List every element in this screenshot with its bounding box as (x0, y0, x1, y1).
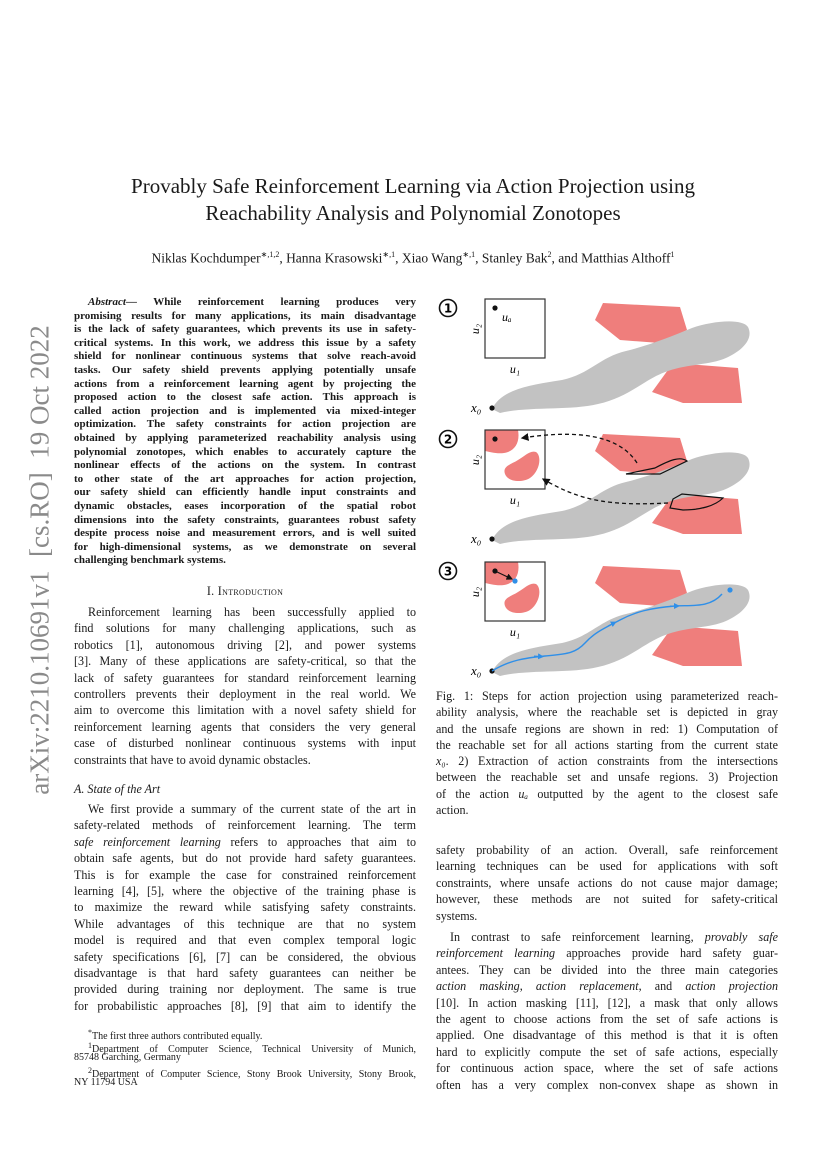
author-separator: , (395, 250, 402, 266)
unsafe-action-region-lower (504, 452, 539, 481)
figure-panel-3 (440, 562, 750, 678)
initial-state-dot (489, 405, 494, 410)
author-name: Hanna Krasowski (286, 250, 383, 266)
section-heading-introduction: I. Introduction (206, 584, 284, 598)
text-segment: While advantages of this technique are that no system (74, 916, 416, 931)
text-segment: , (519, 979, 536, 994)
text-segment: 85748 Garching, Germany (74, 1052, 181, 1064)
text-segment: [10]. In action masking [11], [12], a mask that only allows (436, 995, 778, 1010)
title-line: Provably Safe Reinforcement Learning via Action Projection using (131, 174, 695, 198)
trajectory-arrow-icon (534, 656, 541, 657)
text-segment: action masking (436, 979, 520, 994)
text-segment: proposed action to the closest safe action. This approach is (74, 391, 416, 404)
text-segment: constraints, where unsafe actions do not cause major damage; (436, 875, 778, 890)
text-line (74, 296, 416, 310)
text-segment: to other state of the art approaches for action projection, (74, 472, 416, 485)
text-segment: controllers prevents their deployment in the real world. We (74, 686, 416, 701)
text-segment: Department of Computer Science, Stony Brook University, Stony Brook, (92, 1068, 416, 1080)
text-segment: We first provide a summary of the current state of the art in (88, 802, 416, 816)
text-segment: for high-dimensional systems, as we demonstrate on several (74, 540, 416, 553)
text-segment: optimization. The safety constraints for action projection are (74, 418, 416, 431)
text-segment: constraints that have to avoid dynamic obstacles. (74, 752, 311, 767)
text-segment: our safety shield can efficiently handle input constraints and (74, 486, 416, 499)
text-line (74, 653, 416, 669)
text-segment: — While reinforcement learning produces very (125, 296, 416, 308)
text-segment: ability analysis, where the reachable set is depicted in gray (436, 705, 778, 720)
text-line (74, 867, 416, 883)
text-segment: x₀ (436, 754, 446, 769)
text-segment: safety-related methods of reinforcement learning. The term (74, 818, 416, 833)
arxiv-margin-stamp: arXiv:2210.10691v1 [cs.RO] 19 Oct 2022 (24, 325, 55, 795)
text-segment: shield for nonlinear continuous systems that solve reach-avoid (74, 350, 416, 363)
text-line (74, 527, 416, 541)
step-number: 2 (443, 432, 453, 447)
text-segment: dynamic obstacles, eases incorporation of the spatial robot (74, 499, 416, 512)
text-line (74, 541, 416, 555)
text-line (436, 875, 778, 891)
text-line (436, 929, 778, 945)
text-segment: [3]. Many of these applications are safety-critical, so that the (74, 654, 416, 669)
text-line (74, 337, 416, 351)
text-segment: NY 11794 USA (74, 1077, 138, 1089)
text-segment: obtained by applying parameterized reachability analysis using (74, 431, 416, 444)
text-line (74, 418, 416, 432)
text-line (74, 1065, 416, 1078)
text-segment: for continuous action space, where the set of safe actions (436, 1061, 778, 1076)
text-line (74, 620, 416, 636)
text-line (74, 899, 416, 915)
text-segment: obtain safe agents, but do not provide hard safety guarantees. (74, 851, 416, 866)
u1-label: u₁ (509, 625, 521, 639)
text-segment: disadvantage is that hard safety guarantees can neither be (74, 965, 416, 980)
safe-action-dot (512, 578, 517, 583)
text-line (74, 514, 416, 528)
u2-label: u₂ (468, 454, 482, 466)
text-segment: lack of safety guarantees for standard reinforcement learning (74, 670, 416, 685)
text-segment: uₐ (518, 786, 528, 801)
x0-label: x₀ (471, 663, 482, 678)
step-number: 3 (443, 564, 453, 579)
text-segment: Reinforcement learning has been successfully applied to (88, 605, 416, 619)
unsafe-action-region-upper (485, 430, 519, 453)
text-segment: aim to overcome this limitation with a novel safety shield for (74, 703, 416, 718)
text-line (436, 945, 778, 961)
text-segment: 1 (88, 1040, 92, 1050)
step-number: 1 (443, 301, 453, 316)
text-line (436, 1011, 778, 1027)
author-affiliation-mark: ∗,1 (382, 250, 396, 259)
text-line (74, 1027, 416, 1040)
text-line (74, 883, 416, 899)
trajectory-end-dot (727, 587, 732, 592)
text-segment: , and (638, 979, 686, 994)
text-line (436, 1077, 778, 1093)
text-segment: action projection (685, 979, 778, 994)
figure-panel-1 (440, 299, 750, 415)
text-segment: action replacement (535, 979, 639, 994)
text-segment: action. (436, 803, 469, 818)
text-line (74, 500, 416, 514)
footnotes (74, 1027, 416, 1090)
text-line (74, 834, 416, 850)
text-segment: antees. They can be divided into the three main categories (436, 962, 778, 977)
text-line (436, 891, 778, 907)
text-segment: robotics [1], autonomous driving [2], and power systems (74, 637, 416, 652)
text-line (436, 769, 778, 785)
text-segment: This is for example the case for constrained reinforcement (74, 867, 416, 882)
right-paragraph-1 (436, 842, 778, 924)
x0-label: x₀ (471, 400, 482, 415)
text-segment: refers to approaches that aim to (220, 834, 417, 849)
text-segment: Abstract (88, 296, 126, 308)
text-segment: polynomial zonotopes, which enables to accurately capture the (74, 445, 416, 458)
text-line (74, 604, 416, 620)
agent-action-dot (492, 436, 497, 441)
figure-1-action-projection (430, 285, 790, 685)
state-of-the-art-paragraph (74, 801, 416, 1014)
text-segment: reinforcement learning agents that considers the very general (74, 719, 416, 734)
text-segment: systems. (436, 908, 478, 923)
text-segment: hard to explicitly compute the set of safe actions, especially (436, 1044, 778, 1059)
text-line (74, 459, 416, 473)
text-line (436, 721, 778, 737)
text-line (74, 1040, 416, 1053)
text-segment: for probabilistic approaches [8], [9] that aim to identify the (74, 998, 416, 1013)
text-segment: approaches provide hard safety guar- (555, 946, 778, 961)
text-line (436, 995, 778, 1011)
text-line (74, 702, 416, 718)
text-line (74, 473, 416, 487)
author-name: Stanley Bak (481, 250, 548, 266)
text-segment: the reachable set for all actions starting from the current state (436, 737, 778, 752)
author-affiliation-mark: ∗,1,2 (260, 250, 280, 259)
paper-title (60, 173, 766, 227)
text-line (74, 446, 416, 460)
unsafe-action-region-lower (504, 584, 539, 613)
text-segment: called action projection and is implemented via mixed-integer (74, 404, 416, 417)
text-line (74, 981, 416, 997)
text-segment: between the reachable set and unsafe regions. 3) Projection (436, 770, 778, 785)
text-line (436, 1044, 778, 1060)
text-segment: * (88, 1028, 92, 1037)
text-line (436, 978, 778, 994)
text-segment: critical systems. In this work, we address this issue by a safety (74, 336, 416, 349)
text-segment: In contrast to safe reinforcement learning, (450, 930, 705, 944)
author-list (60, 250, 766, 267)
text-line (74, 817, 416, 833)
text-line (436, 962, 778, 978)
x0-label: x₀ (471, 531, 482, 546)
text-segment: learning techniques can be used for applications with soft (436, 859, 778, 874)
text-line (74, 554, 416, 568)
u2-label: u₂ (468, 323, 482, 335)
text-segment: however, these methods are not suited for safety-critical (436, 892, 778, 907)
ua-label: uₐ (502, 310, 512, 324)
text-segment: safe reinforcement learning (74, 834, 221, 849)
u1-label: u₁ (509, 362, 521, 376)
text-line (74, 350, 416, 364)
text-segment: provided during training nor deployment. The same is true (74, 982, 416, 997)
author-affiliation-mark: ∗,1 (462, 250, 476, 259)
title-line: Reachability Analysis and Polynomial Zonotopes (205, 201, 621, 225)
right-paragraph-2 (436, 929, 778, 1093)
text-segment: tasks. Our safety shield prevents applying potentially unsafe (74, 363, 416, 376)
text-segment: safety probability of an action. Overall, safe reinforcement (436, 843, 778, 857)
text-segment: Fig. 1: Steps for action projection using parameterized reach- (436, 689, 778, 703)
text-line (74, 432, 416, 446)
text-line (436, 1027, 778, 1043)
text-line (74, 850, 416, 866)
text-segment: applied. One disadvantage of this method is that it is often (436, 1028, 778, 1043)
text-segment: model is required and that even complex temporal logic (74, 933, 416, 948)
abstract (74, 296, 416, 568)
text-line (436, 858, 778, 874)
text-line (74, 686, 416, 702)
text-line (74, 405, 416, 419)
text-segment: safety specifications [6], [7] can be considered, the obvious (74, 949, 416, 964)
u2-label: u₂ (468, 586, 482, 598)
author-separator: , and (551, 250, 582, 266)
text-segment: learning [4], [5], where the objective of the training phase is (74, 883, 416, 898)
text-line (74, 310, 416, 324)
text-segment: case of disturbed nonlinear continuous systems with input (74, 736, 416, 751)
author-separator: , (475, 250, 482, 266)
text-line (74, 378, 416, 392)
text-segment: The first three authors contributed equally. (92, 1031, 263, 1042)
text-segment: challenging benchmark systems. (74, 554, 226, 567)
text-segment: dimensions into the safety constraints, guarantees robust safety (74, 513, 416, 526)
author-affiliation-mark: 1 (670, 250, 675, 259)
text-segment: is the lack of safety guarantees, which prevents its use in safety- (74, 323, 416, 336)
text-line (74, 637, 416, 653)
text-line (74, 916, 416, 932)
text-segment: . 2) Extraction of action constraints from the intersections (445, 754, 778, 769)
text-line (436, 737, 778, 753)
text-line (436, 908, 778, 924)
text-line (74, 719, 416, 735)
text-line (436, 1060, 778, 1076)
author-name: Niklas Kochdumper (151, 250, 261, 266)
text-line (436, 753, 778, 769)
text-line (436, 842, 778, 858)
text-line (74, 932, 416, 948)
text-segment: of the action (436, 786, 519, 801)
text-line (74, 391, 416, 405)
text-segment: promising results for many applications, its main disadvantage (74, 309, 416, 322)
intro-paragraph (74, 604, 416, 768)
author-name: Matthias Althoff (581, 250, 671, 266)
text-line (74, 735, 416, 751)
text-segment: provably safe (704, 930, 779, 944)
text-segment: find solutions for many challenging applications, such as (74, 621, 416, 636)
text-segment: outputted by the agent to the closest safe (528, 786, 778, 801)
text-line (436, 786, 778, 802)
figure-panel-2 (440, 430, 750, 546)
text-segment: the agent to choose actions from the set of safe actions is (436, 1011, 778, 1026)
text-segment: and the unsafe regions are shown in red: 1) Computation of (436, 721, 778, 736)
figure-caption (436, 688, 778, 818)
text-line (74, 323, 416, 337)
author-affiliation-mark: 2 (547, 250, 552, 259)
initial-state-dot (489, 536, 494, 541)
text-line (74, 998, 416, 1014)
text-segment: actions from a reinforcement learning agent by projecting the (74, 377, 416, 390)
text-line (74, 670, 416, 686)
u1-label: u₁ (509, 493, 521, 507)
text-line (74, 801, 416, 817)
text-segment: to maximize the reward while satisfying safety constraints. (74, 900, 416, 915)
text-line (436, 688, 778, 704)
author-name: Xiao Wang (401, 250, 463, 266)
text-segment: despite process noise and measurement errors, and is well suited (74, 527, 416, 540)
text-segment: Department of Computer Science, Technical University of Munich, (92, 1043, 416, 1055)
text-segment: often has a very complex non-convex shape as shown in (436, 1077, 778, 1092)
text-segment: reinforcement learning (436, 946, 556, 961)
text-segment: nonlinear effects of the actions on the system. In contrast (74, 459, 416, 472)
text-line (436, 704, 778, 720)
text-line (74, 364, 416, 378)
agent-action-dot (492, 305, 497, 310)
text-line (74, 949, 416, 965)
text-line (74, 752, 416, 768)
text-segment: 2 (88, 1065, 92, 1075)
text-line (436, 802, 778, 818)
text-line (74, 486, 416, 500)
text-line (74, 965, 416, 981)
subsection-heading-state-of-the-art: A. State of the Art (74, 782, 161, 796)
author-separator: , (279, 250, 287, 266)
